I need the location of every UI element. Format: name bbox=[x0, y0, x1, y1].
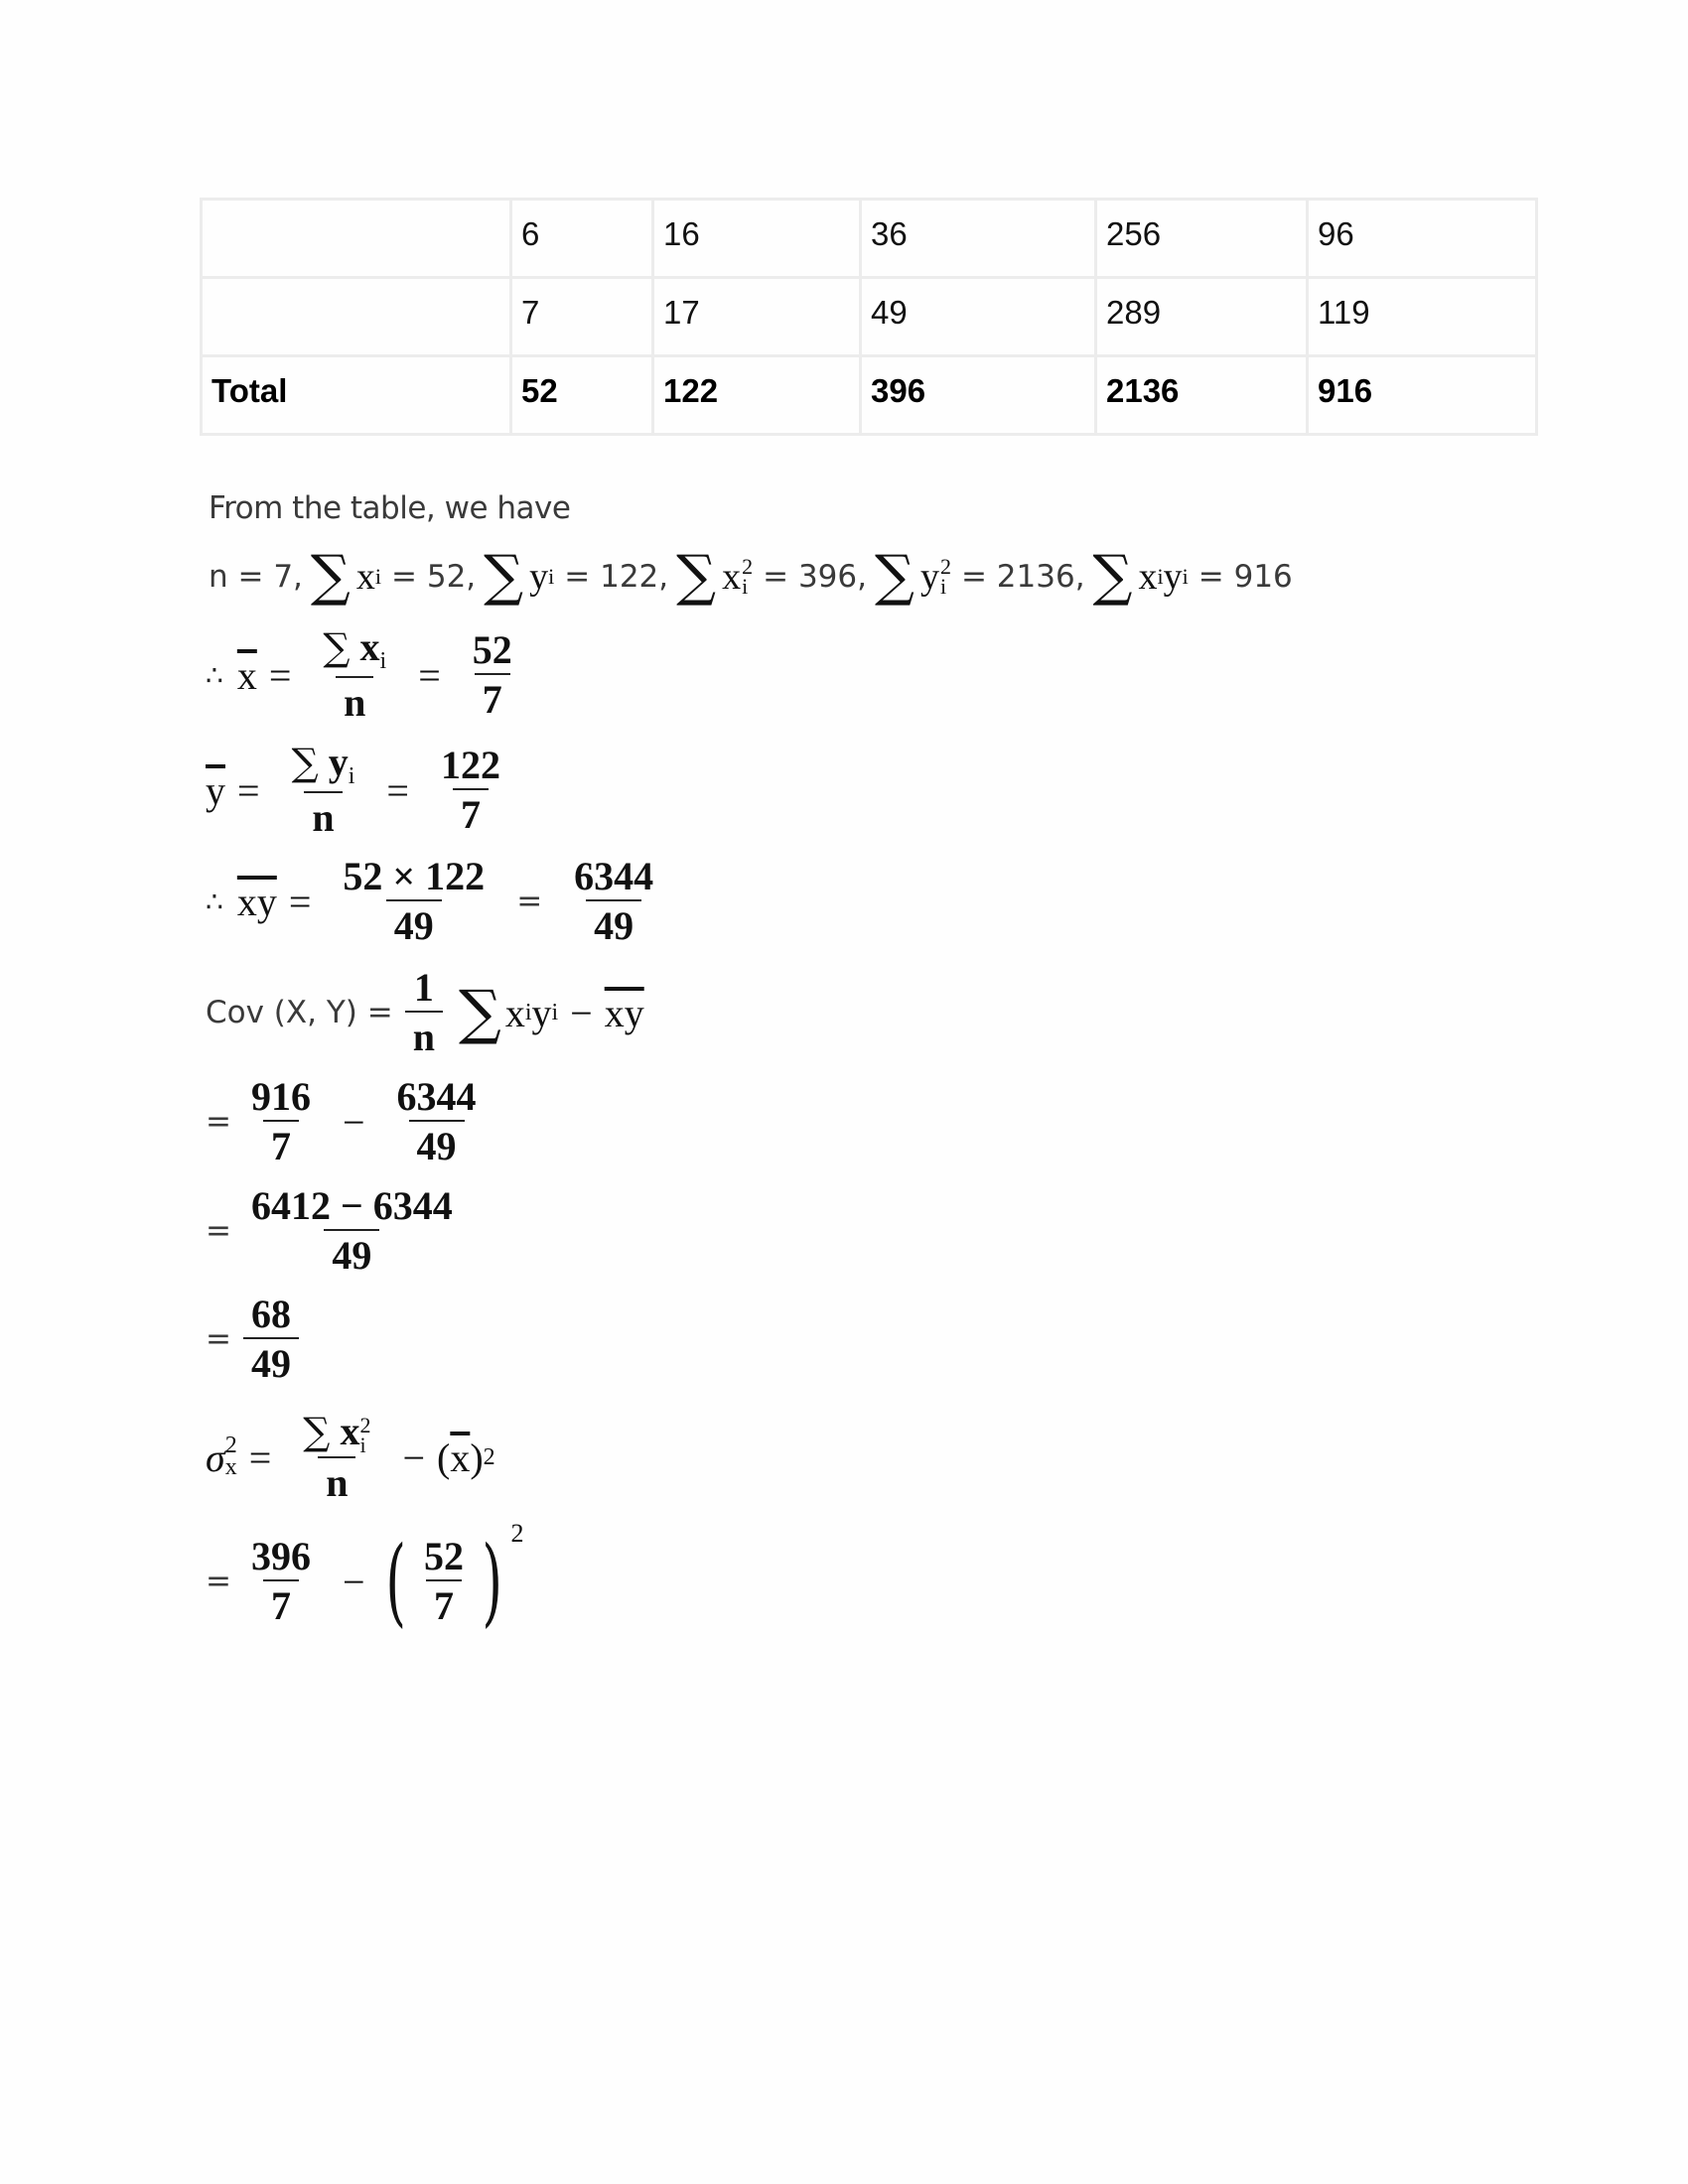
var-y: y bbox=[1163, 556, 1183, 598]
fraction: $\frac{52}{7}$ bbox=[472, 627, 512, 722]
table-cell: 36 bbox=[861, 200, 1096, 278]
xbar: $\overline{x}$ bbox=[450, 1434, 471, 1480]
sum-x-value: = 52, bbox=[391, 559, 477, 595]
fraction: $\frac{6412 - 6344}{49}$ bbox=[250, 1183, 453, 1278]
table-row-total bbox=[202, 356, 1537, 435]
table-cell: 17 bbox=[653, 278, 861, 356]
table-row bbox=[202, 278, 1537, 356]
fraction: $\frac{1}{n}$ bbox=[405, 967, 443, 1058]
sum-y2-value: = 2136, bbox=[960, 559, 1085, 595]
paren-close: ) bbox=[470, 1434, 484, 1480]
paren-close: ) bbox=[482, 1526, 503, 1637]
sigma-icon: ∑ bbox=[323, 624, 351, 669]
superscript: 2 bbox=[483, 1443, 495, 1470]
cov-label: Cov (X, Y) = bbox=[206, 995, 393, 1030]
table-cell-label bbox=[202, 278, 511, 356]
fraction: $\frac{52 \times 122}{49}$ bbox=[343, 854, 486, 948]
fraction: $\frac{122}{7}$ bbox=[440, 743, 500, 837]
table-cell: 2136 bbox=[1096, 356, 1308, 435]
paren-open: ( bbox=[437, 1434, 451, 1480]
sigma-icon: ∑ bbox=[310, 544, 351, 609]
minus: − bbox=[342, 1559, 365, 1604]
equation-ybar bbox=[206, 731, 520, 850]
var-x: x bbox=[355, 556, 375, 598]
equals: = bbox=[206, 1564, 231, 1599]
equals: = bbox=[418, 652, 441, 698]
var-x: x bbox=[722, 556, 742, 598]
sub-sup: 2 i bbox=[939, 554, 951, 599]
equation-cov bbox=[206, 951, 644, 1074]
equation-cov-step1 bbox=[206, 1062, 496, 1181]
therefore-icon: ∴ bbox=[206, 885, 223, 918]
equals: = bbox=[206, 1213, 231, 1249]
table-cell: 122 bbox=[653, 356, 861, 435]
data-table bbox=[200, 198, 1538, 436]
var-x: x bbox=[504, 990, 525, 1035]
table-cell: 7 bbox=[511, 278, 653, 356]
table-cell: 396 bbox=[861, 356, 1096, 435]
table-cell: 52 bbox=[511, 356, 653, 435]
equation-variance-x: σ 2 x = ∑ x 2 i n − ( $\overline{x}$ ) 2 bbox=[206, 1408, 495, 1506]
sub-sup: 2 i bbox=[742, 554, 754, 599]
therefore-icon: ∴ bbox=[206, 658, 223, 692]
equation-xbar bbox=[206, 615, 532, 735]
summation-line bbox=[209, 542, 1293, 612]
xybar: $\overline{xy}$ bbox=[236, 879, 277, 924]
var-x: x bbox=[1138, 556, 1158, 598]
fraction: $\frac{916}{7}$ bbox=[250, 1074, 311, 1168]
fraction: $\frac{\sum x_i}{n}$ bbox=[323, 623, 387, 726]
subscript: i bbox=[1182, 564, 1189, 589]
sigma-icon: ∑ bbox=[458, 978, 501, 1047]
table-cell: 49 bbox=[861, 278, 1096, 356]
xbar: $\overline{x}$ bbox=[236, 652, 257, 698]
equals: = bbox=[386, 767, 409, 813]
sigma-icon: ∑ bbox=[1092, 544, 1133, 609]
sigma-icon: ∑ bbox=[291, 740, 319, 784]
minus: − bbox=[342, 1099, 365, 1145]
table-cell: 16 bbox=[653, 200, 861, 278]
sum-xy-value: = 916 bbox=[1197, 559, 1293, 595]
equals: = bbox=[237, 767, 260, 813]
xybar: $\overline{xy}$ bbox=[604, 990, 644, 1035]
sigma-symbol: σ bbox=[206, 1434, 225, 1480]
equals: = bbox=[516, 884, 543, 919]
subscript: i bbox=[548, 564, 555, 589]
var-y: y bbox=[531, 990, 552, 1035]
fraction: $\frac{6344}{49}$ bbox=[396, 1074, 477, 1168]
equation-cov-result bbox=[206, 1280, 311, 1399]
equation-cov-step2 bbox=[206, 1171, 473, 1291]
equals: = bbox=[268, 652, 292, 698]
table-cell-label: Total bbox=[202, 356, 511, 435]
var-y: y bbox=[529, 556, 549, 598]
sigma-icon: ∑ bbox=[676, 544, 717, 609]
fraction: ∑ x 2 i n bbox=[303, 1408, 371, 1506]
table-cell: 119 bbox=[1308, 278, 1537, 356]
equals: = bbox=[206, 1104, 231, 1140]
table-cell: 916 bbox=[1308, 356, 1537, 435]
table-cell: 289 bbox=[1096, 278, 1308, 356]
n-value: n = 7, bbox=[209, 559, 303, 595]
sigma-icon: ∑ bbox=[484, 544, 524, 609]
equals: = bbox=[288, 879, 312, 924]
fraction: $\frac{\sum y_i}{n}$ bbox=[291, 739, 355, 841]
ybar: $\overline{y}$ bbox=[206, 767, 225, 813]
sigma-icon: ∑ bbox=[303, 1409, 331, 1453]
fraction: $\frac{6344}{49}$ bbox=[574, 854, 654, 948]
superscript: 2 bbox=[510, 1519, 524, 1548]
intro-text: From the table, we have bbox=[209, 490, 571, 526]
sum-y-value: = 122, bbox=[564, 559, 669, 595]
equals: = bbox=[206, 1321, 231, 1357]
equation-xybar bbox=[206, 842, 673, 961]
minus: − bbox=[402, 1434, 425, 1480]
sigma-icon: ∑ bbox=[874, 544, 914, 609]
table-cell: 256 bbox=[1096, 200, 1308, 278]
table-row bbox=[202, 200, 1537, 278]
var-y: y bbox=[919, 556, 939, 598]
fraction: $\frac{52}{7}$ bbox=[424, 1534, 464, 1628]
minus: − bbox=[570, 990, 593, 1035]
fraction: $\frac{396}{7}$ bbox=[250, 1534, 311, 1628]
subscript: i bbox=[524, 999, 532, 1025]
equation-variance-step1 bbox=[206, 1515, 523, 1648]
table-cell: 96 bbox=[1308, 200, 1537, 278]
table-cell: 6 bbox=[511, 200, 653, 278]
subscript: i bbox=[1157, 564, 1164, 589]
sum-x2-value: = 396, bbox=[763, 559, 867, 595]
table-cell-label bbox=[202, 200, 511, 278]
equals: = bbox=[248, 1434, 272, 1480]
paren-open: ( bbox=[384, 1526, 406, 1637]
subscript: i bbox=[551, 999, 559, 1025]
fraction: $\frac{68}{49}$ bbox=[243, 1294, 299, 1385]
subscript: i bbox=[374, 564, 382, 589]
